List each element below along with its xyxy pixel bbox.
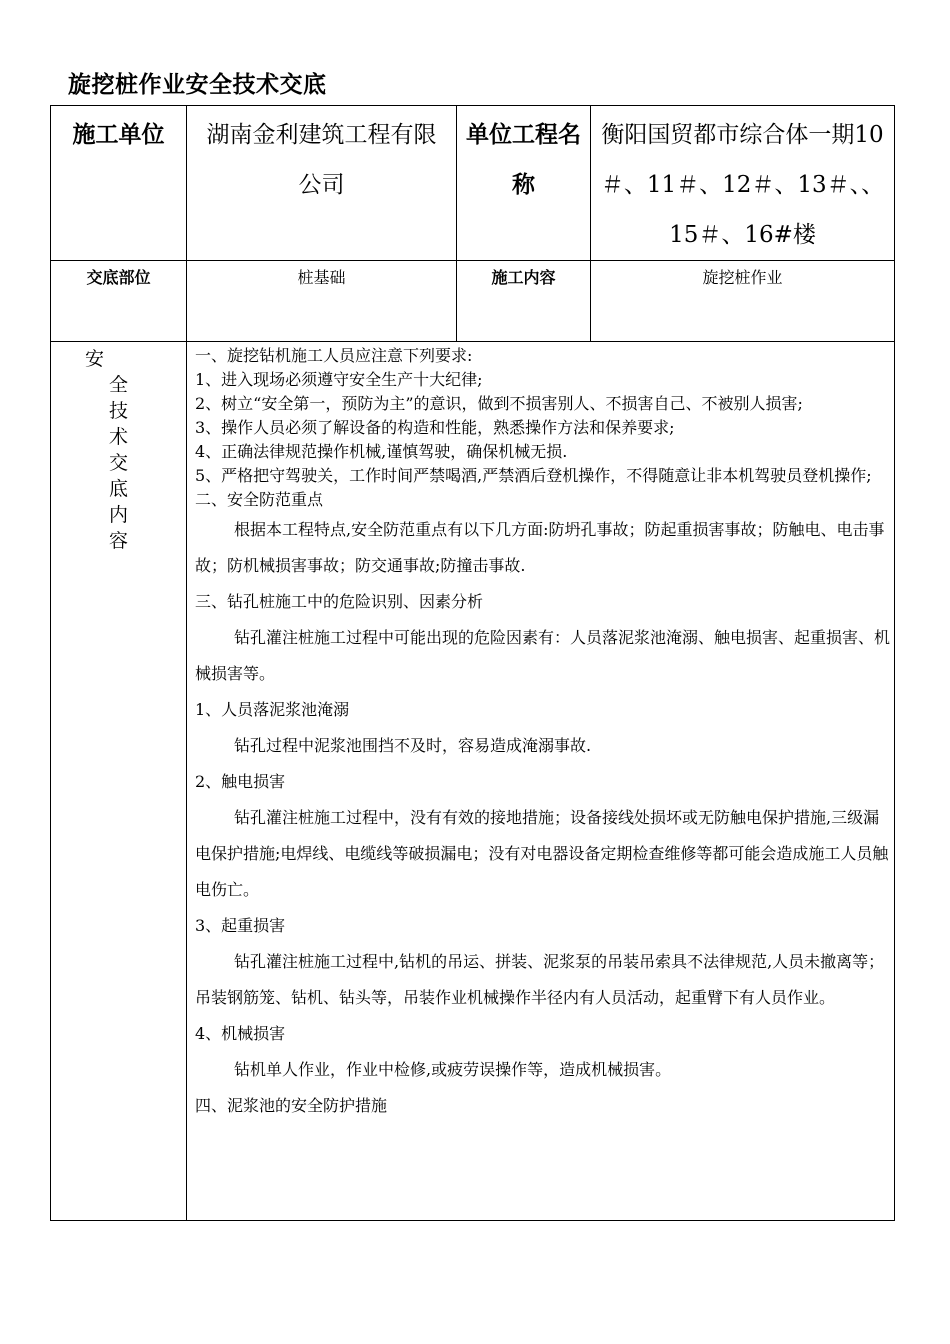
project-value: 衡阳国贸都市综合体一期10＃、11＃、12＃、13＃、、15＃、16#楼 — [591, 106, 895, 261]
content-line: 4、正确法律规范操作机械,谨慎驾驶，确保机械无损. — [195, 442, 568, 461]
content-paragraph: 三、钻孔桩施工中的危险识别、因素分析 — [195, 592, 484, 611]
section-label-char: 内 — [109, 504, 129, 526]
part-value: 桩基础 — [187, 261, 457, 342]
content-line: 2、树立“安全第一，预防为主”的意识，做到不损害别人、不损害自己、不被别人损害; — [195, 394, 803, 413]
project-label: 单位工程名称 — [457, 106, 591, 261]
content-line: 3、操作人员必须了解设备的构造和性能，熟悉操作方法和保养要求; — [195, 418, 675, 437]
paragraphs — [195, 512, 890, 1124]
section-label-char: 技 — [109, 400, 129, 422]
header-row — [51, 106, 895, 261]
section-label-char: 容 — [109, 530, 129, 552]
content-paragraph: 四、泥浆池的安全防护措施 — [195, 1096, 388, 1115]
content-paragraph: 钻孔过程中泥浆池围挡不及时，容易造成淹溺事故. — [234, 736, 592, 755]
section-label-char: 全 — [109, 374, 129, 396]
content-paragraph: 钻孔灌注桩施工过程中可能出现的危险因素有：人员落泥浆池淹溺、触电损害、起重损害、机械损害等。 — [195, 628, 891, 683]
disclosure-table — [50, 105, 895, 1221]
section-label-char: 交 — [109, 452, 129, 474]
tight-lines — [195, 344, 890, 512]
section-label — [51, 342, 187, 1221]
content-row — [51, 342, 895, 1221]
content-paragraph: 钻机单人作业，作业中检修,或疲劳误操作等，造成机械损害。 — [234, 1060, 672, 1079]
section-label-char: 术 — [109, 426, 129, 448]
content-line: 5、严格把守驾驶关，工作时间严禁喝酒,严禁酒后登机操作，不得随意让非本机驾驶员登机操作; — [195, 466, 872, 485]
content-paragraph: 钻孔灌注桩施工过程中,钻机的吊运、拼装、泥浆泵的吊装吊索具不法律规范,人员未撤离等；吊装钢筋笼、钻机、钻头等，吊装作业机械操作半径内有人员活动，起重臂下有人员作业。 — [195, 952, 885, 1007]
content-paragraph: 4、机械损害 — [195, 1024, 286, 1043]
section-label-char: 安 — [85, 348, 105, 370]
content-paragraph: 钻孔灌注桩施工过程中，没有有效的接地措施；设备接线处损坏或无防触电保护措施,三级漏电保护措施;电焊线、电缆线等破损漏电；没有对电器设备定期检查维修等都可能会造成施工人员触电伤亡。 — [195, 808, 889, 899]
content-paragraph: 1、人员落泥浆池淹溺 — [195, 700, 350, 719]
part-label: 交底部位 — [51, 261, 187, 342]
document-title: 旋挖桩作业安全技术交底 — [68, 72, 327, 98]
unit-label: 施工单位 — [51, 106, 187, 261]
content-line: 1、进入现场必须遵守安全生产十大纪律; — [195, 370, 483, 389]
content-line: 二、安全防范重点 — [195, 490, 324, 509]
content-value: 旋挖桩作业 — [591, 261, 895, 342]
content-body — [187, 342, 895, 1221]
content-line: 一、旋挖钻机施工人员应注意下列要求: — [195, 346, 473, 365]
section-label-char: 底 — [109, 478, 129, 500]
content-paragraph: 3、起重损害 — [195, 916, 286, 935]
content-paragraph: 2、触电损害 — [195, 772, 286, 791]
content-paragraph: 根据本工程特点,安全防范重点有以下几方面:防坍孔事故；防起重损害事故；防触电、电击事故；防机械损害事故；防交通事故;防撞击事故. — [195, 520, 885, 575]
content-label: 施工内容 — [457, 261, 591, 342]
subheader-row — [51, 261, 895, 342]
unit-value: 湖南金利建筑工程有限公司 — [187, 106, 457, 261]
